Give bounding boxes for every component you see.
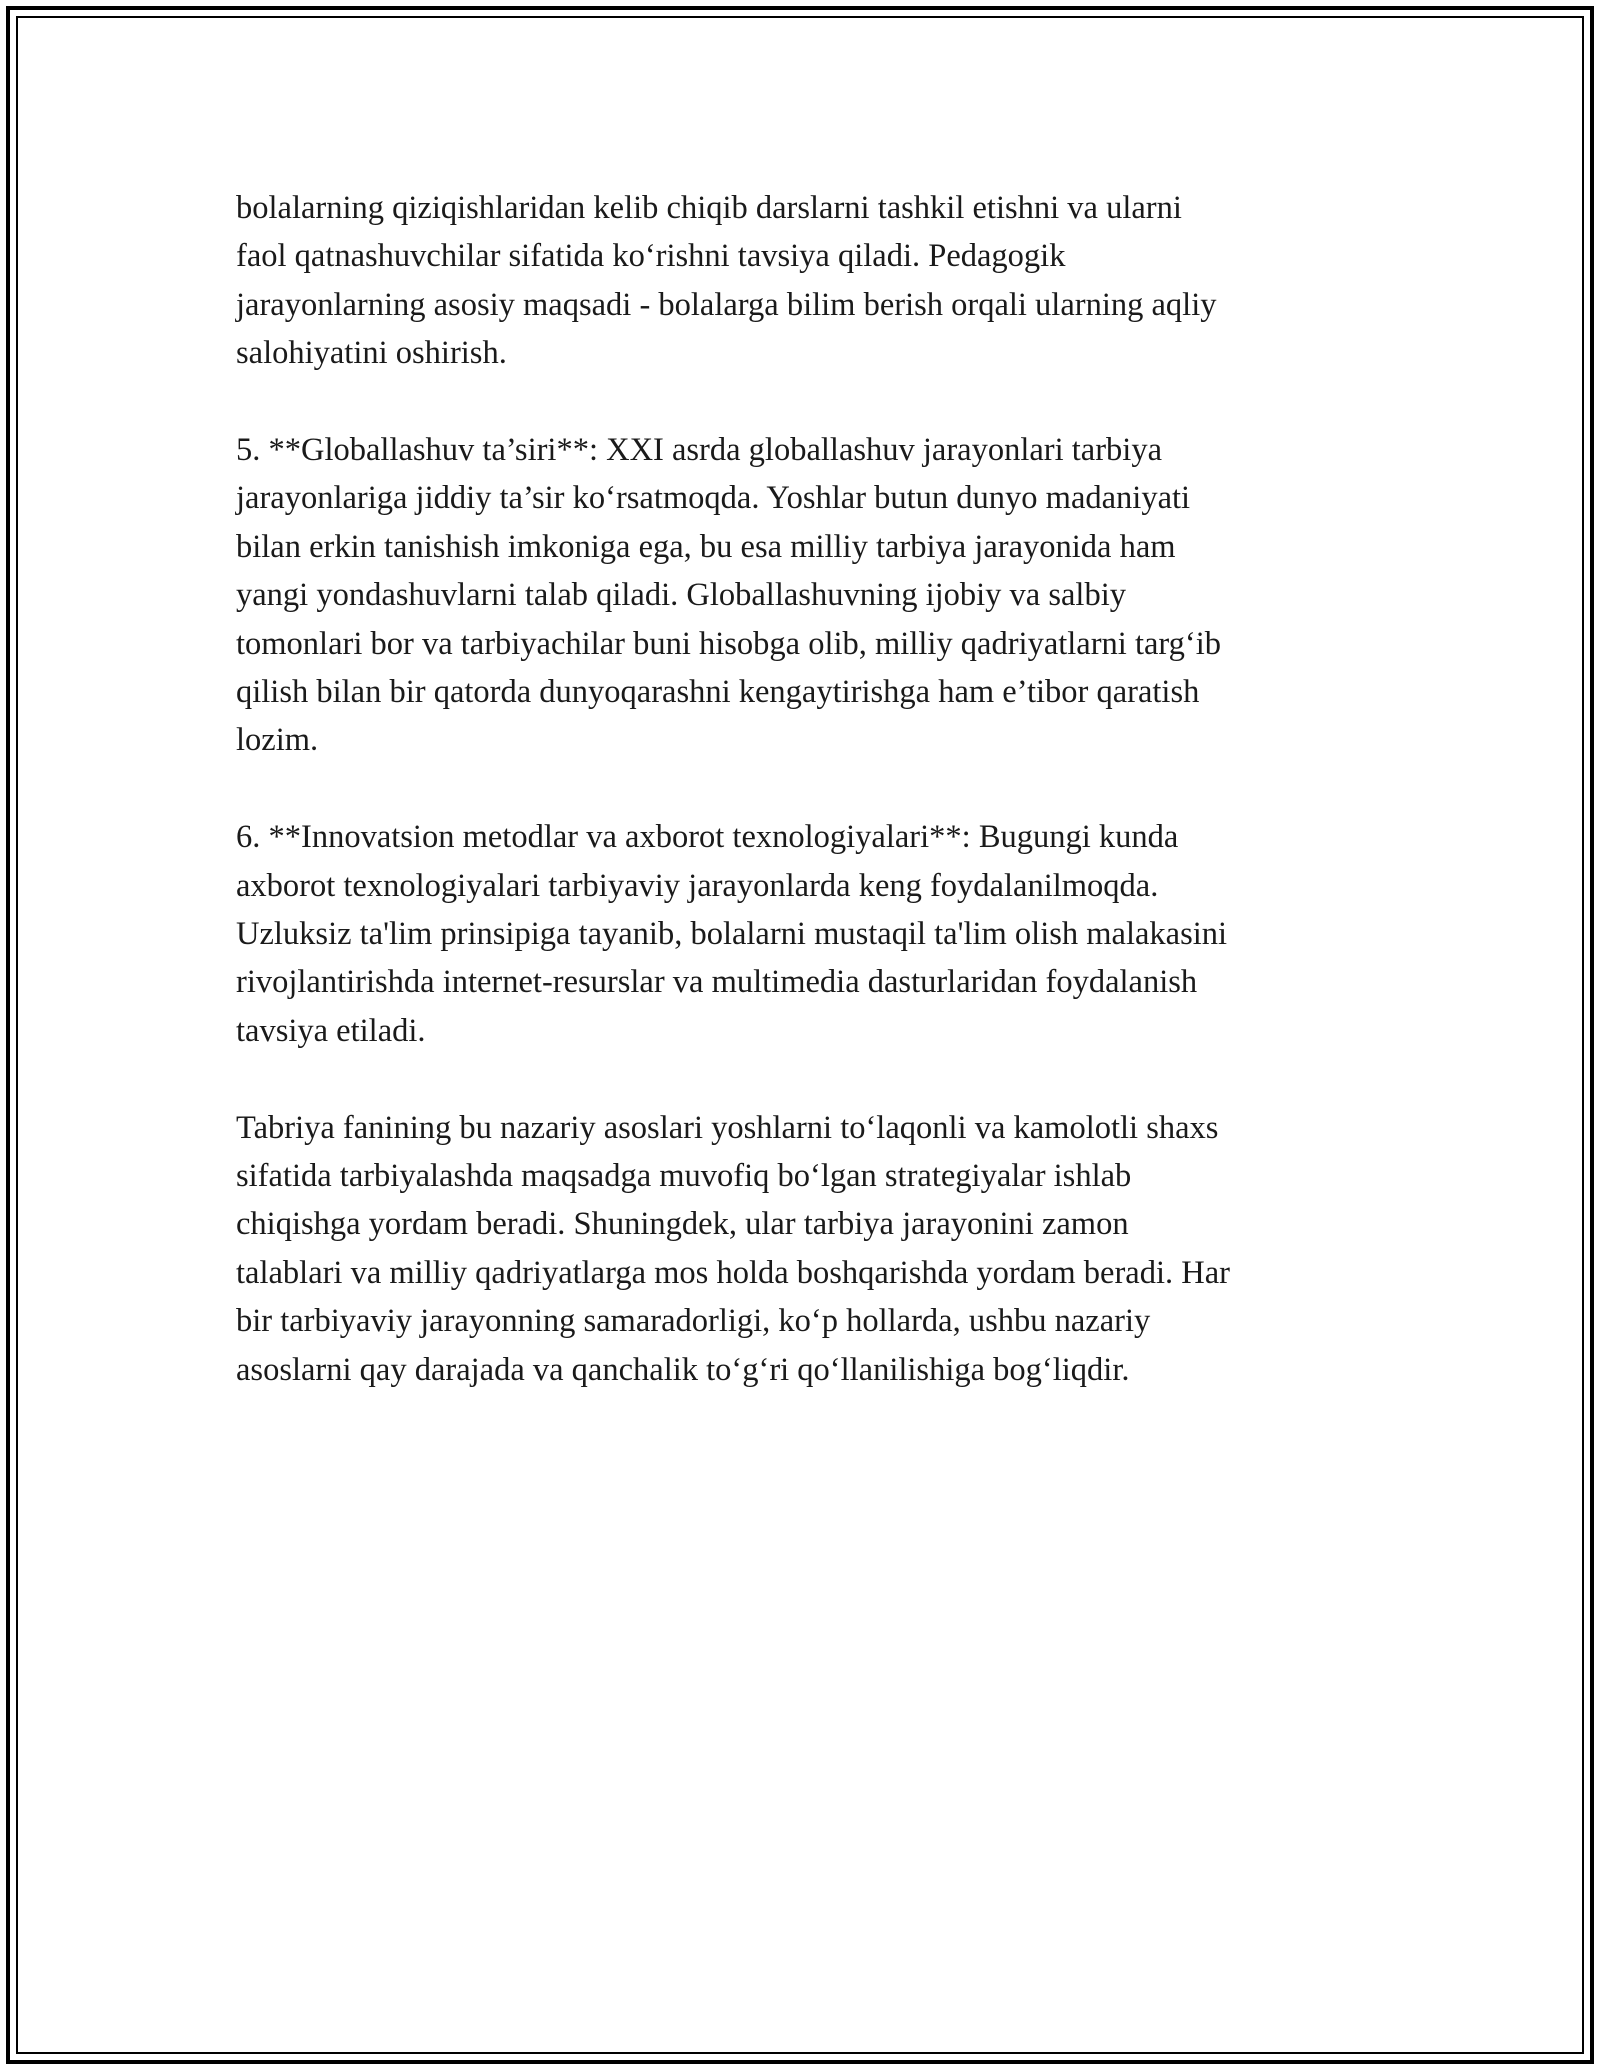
- paragraph-innovative-methods: [236, 813, 1376, 1055]
- text-line: lozim.: [236, 722, 319, 759]
- text-line: jarayonlariga jiddiy ta’sir ko‘rsatmoqda. Yoshlar butun dunyo madaniyati: [236, 480, 1191, 517]
- text-line: salohiyatini oshirish.: [236, 335, 507, 372]
- text-line: yangi yondashuvlarni talab qiladi. Globallashuvning ijobiy va salbiy: [236, 577, 1126, 614]
- paragraph-intro-continuation: [236, 184, 1376, 378]
- text-line: faol qatnashuvchilar sifatida ko‘rishni tavsiya qiladi. Pedagogik: [236, 238, 1066, 275]
- text-line: asoslarni qay darajada va qanchalik to‘g‘ri qo‘llanilishiga bog‘liqdir.: [236, 1351, 1130, 1388]
- text-line: 5. **Globallashuv ta’siri**: XXI asrda globallashuv jarayonlari tarbiya: [236, 432, 1163, 469]
- text-line: Tabriya fanining bu nazariy asoslari yoshlarni to‘laqonli va kamolotli shaxs: [236, 1109, 1219, 1146]
- text-line: bir tarbiyaviy jarayonning samaradorligi, ko‘p hollarda, ushbu nazariy: [236, 1303, 1151, 1340]
- text-line: sifatida tarbiyalashda maqsadga muvofiq bo‘lgan strategiyalar ishlab: [236, 1158, 1132, 1195]
- text-line: 6. **Innovatsion metodlar va axborot texnologiyalari**: Bugungi kunda: [236, 819, 1179, 856]
- text-line: bilan erkin tanishish imkoniga ega, bu esa milliy tarbiya jarayonida ham: [236, 528, 1176, 565]
- text-line: jarayonlarning asosiy maqsadi - bolalarga bilim berish orqali ularning aqliy: [236, 286, 1217, 323]
- text-line: tomonlari bor va tarbiyachilar buni hisobga olib, milliy qadriyatlarni targ‘ib: [236, 625, 1221, 662]
- text-line: axborot texnologiyalari tarbiyaviy jarayonlarda keng foydalanilmoqda.: [236, 867, 1159, 904]
- text-line: rivojlantirishda internet-resurslar va multimedia dasturlaridan foydalanish: [236, 964, 1198, 1001]
- text-line: bolalarning qiziqishlaridan kelib chiqib darslarni tashkil etishni va ularni: [236, 190, 1182, 226]
- text-line: chiqishga yordam beradi. Shuningdek, ular tarbiya jarayonini zamon: [236, 1206, 1129, 1243]
- text-line: tavsiya etiladi.: [236, 1012, 426, 1049]
- paragraph-globalization: [236, 426, 1376, 765]
- text-line: talablari va milliy qadriyatlarga mos holda boshqarishda yordam beradi. Har: [236, 1254, 1230, 1291]
- paragraph-conclusion: [236, 1104, 1376, 1394]
- text-line: qilish bilan bir qatorda dunyoqarashni kengaytirishga ham e’tibor qaratish: [236, 674, 1200, 711]
- document-body: [236, 184, 1376, 1394]
- text-line: Uzluksiz ta'lim prinsipiga tayanib, bolalarni mustaqil ta'lim olish malakasini: [236, 916, 1228, 953]
